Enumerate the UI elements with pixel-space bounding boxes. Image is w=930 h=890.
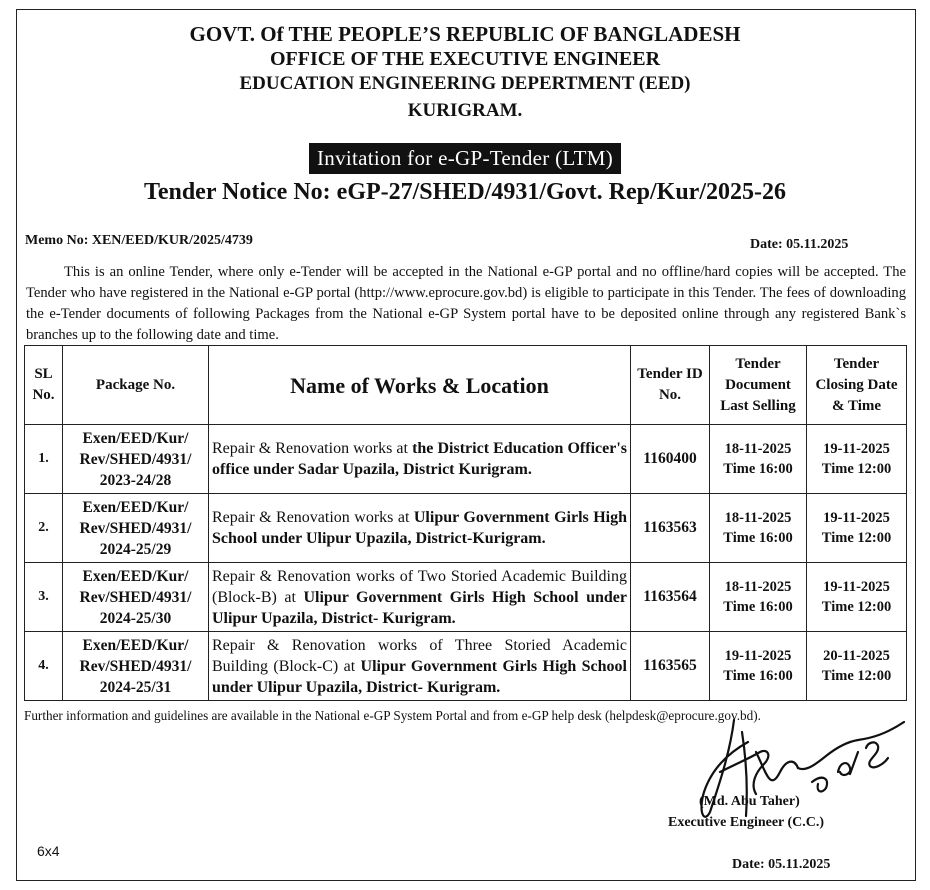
header-office: OFFICE OF THE EXECUTIVE ENGINEER [269, 48, 661, 70]
row-package: Exen/EED/Kur/ Rev/SHED/4931/ 2023-24/28 [63, 425, 209, 494]
row-sell-date: 18-11-2025 [724, 579, 792, 595]
row-close-date: 19-11-2025 [823, 510, 890, 526]
signature-block-date: Date: 05.11.2025 [732, 857, 831, 872]
row-close-time: Time 12:00 [821, 530, 892, 546]
row-work-bold: Ulipur Government Girls High School under Ulipur Upazila, District- Kurigram. [212, 657, 627, 696]
row-close-time: Time 12:00 [821, 461, 892, 477]
col-header-closing: Tender Closing Date & Time [807, 346, 907, 425]
row-closing [807, 425, 907, 494]
row-work-plain: Repair & Renovation works of Three Storied Academic Building (Block-C) at [212, 636, 627, 675]
table-row [25, 425, 907, 494]
row-tender-id: 1160400 [631, 425, 710, 494]
row-tender-id: 1163565 [631, 632, 710, 701]
row-sell-time: Time 16:00 [723, 461, 793, 477]
row-sell-date: 18-11-2025 [724, 441, 792, 457]
tender-notice-number: Tender Notice No: eGP-27/SHED/4931/Govt. Rep/Kur/2025-26 [144, 179, 786, 205]
row-work-location [209, 425, 631, 494]
row-closing [807, 563, 907, 632]
row-work-location [209, 632, 631, 701]
table-row [25, 563, 907, 632]
intro-paragraph: This is an online Tender, where only e-Tender will be accepted in the National e-GP portal and no offline/hard copies will be accepted. The Tender who have registered in the National e-GP portal (http://www.eprocure.gov.bd) is eligible to participate in this Tender. The fees of downloading the e-Tender documents of following Packages from the National e-GP System portal have to be deposited online through any registered Bank`s branches up to the following date and time. [26, 264, 906, 343]
row-closing [807, 494, 907, 563]
row-sl: 1. [25, 425, 63, 494]
signatory-title: Executive Engineer (C.C.) [668, 815, 825, 830]
row-sl: 4. [25, 632, 63, 701]
row-tender-id: 1163563 [631, 494, 710, 563]
row-work-location [209, 563, 631, 632]
table-header-row [25, 346, 907, 425]
invitation-title: Invitation for e-GP-Tender (LTM) [309, 143, 621, 174]
row-work-plain: Repair & Renovation works of Two Storied Academic Building (Block-B) at [212, 567, 627, 606]
row-last-selling [710, 494, 807, 563]
row-work-plain: Repair & Renovation works at [212, 509, 414, 526]
signatory-name: (Md. Abu Taher) [699, 794, 800, 809]
invitation-banner [0, 143, 930, 174]
header-government: GOVT. Of THE PEOPLE’S REPUBLIC OF BANGLADESH [189, 22, 741, 46]
table-row [25, 632, 907, 701]
row-last-selling [710, 563, 807, 632]
row-sl: 2. [25, 494, 63, 563]
row-work-bold: Ulipur Government Girls High School under Ulipur Upazila, District- Kurigram. [212, 588, 628, 627]
row-tender-id: 1163564 [631, 563, 710, 632]
col-header-package: Package No. [63, 346, 209, 425]
row-work-bold: Ulipur Government Girls High School under Ulipur Upazila, District-Kurigram. [212, 509, 627, 547]
col-header-sl: SL No. [25, 346, 63, 425]
row-sell-time: Time 16:00 [723, 668, 793, 684]
col-header-name-of-works: Name of Works & Location [209, 346, 631, 425]
row-sl: 3. [25, 563, 63, 632]
footer-note: Further information and guidelines are available in the National e-GP System Portal and from e-GP help desk (helpdesk@eprocure.gov.bd). [24, 708, 761, 723]
table-row [25, 494, 907, 563]
row-package: Exen/EED/Kur/ Rev/SHED/4931/ 2024-25/29 [63, 494, 209, 563]
row-package: Exen/EED/Kur/ Rev/SHED/4931/ 2024-25/30 [63, 563, 209, 632]
header-location: KURIGRAM. [407, 100, 523, 121]
row-sell-date: 19-11-2025 [724, 648, 792, 664]
row-work-plain: Repair & Renovation works at [212, 440, 413, 457]
row-last-selling [710, 425, 807, 494]
row-close-time: Time 12:00 [821, 599, 892, 615]
row-package: Exen/EED/Kur/ Rev/SHED/4931/ 2024-25/31 [63, 632, 209, 701]
row-work-location [209, 494, 631, 563]
col-header-tender-id: Tender ID No. [631, 346, 710, 425]
row-closing [807, 632, 907, 701]
memo-number: Memo No: XEN/EED/KUR/2025/4739 [25, 233, 253, 248]
header-department: EDUCATION ENGINEERING DEPERTMENT (EED) [239, 73, 691, 94]
row-sell-date: 18-11-2025 [724, 510, 792, 526]
size-label: 6x4 [37, 843, 60, 859]
row-close-date: 19-11-2025 [823, 579, 890, 595]
col-header-last-selling: Tender Document Last Selling [710, 346, 807, 425]
row-close-time: Time 12:00 [821, 668, 892, 684]
tender-table [24, 345, 907, 701]
row-close-date: 19-11-2025 [823, 441, 890, 457]
issue-date: Date: 05.11.2025 [750, 237, 849, 252]
row-work-bold: the District Education Officer's office under Sadar Upazila, District Kurigram. [212, 440, 628, 478]
row-sell-time: Time 16:00 [723, 530, 793, 546]
row-close-date: 20-11-2025 [823, 648, 890, 664]
row-sell-time: Time 16:00 [723, 599, 793, 615]
row-last-selling [710, 632, 807, 701]
